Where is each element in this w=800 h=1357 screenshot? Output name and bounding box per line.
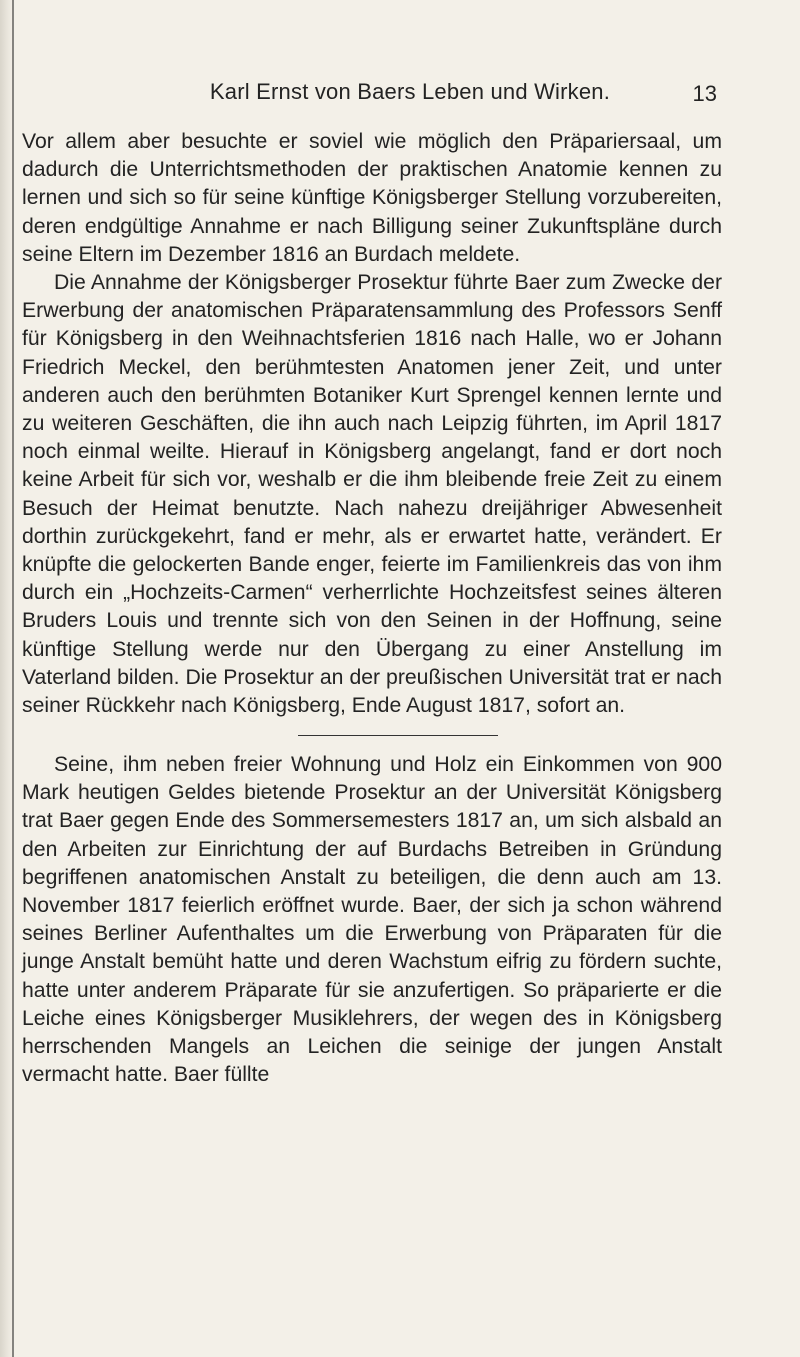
page-number: 13 [692, 81, 717, 106]
page-edge-line [12, 0, 14, 1357]
main-text-block [22, 128, 722, 720]
running-title: Karl Ernst von Baers Leben und Wirken. [209, 79, 611, 104]
paragraph-1: Vor allem aber besuchte er soviel wie möglich den Präpariersaal, um dadurch die Unterrichtsmethoden der praktischen Anatomie kennen zu lernen und sich so für seine künftige Königsberger Stellung vorzubereiten, deren endgültige Annahme er nach Billigung seiner Zukunftspläne durch seine Eltern im Dezember 1816 an Burdach meldete. [22, 130, 722, 266]
section-divider [298, 735, 498, 736]
paragraph-2: Die Annahme der Königsberger Prosektur führte Baer zum Zwecke der Erwerbung der anatomischen Präparatensammlung des Professors Senff für Königsberg in den Weihnachtsferien 1816 nach Halle, wo er Johann Friedrich Meckel, den berühmtesten Anatomen jener Zeit, und unter anderen auch den berühmten Botaniker Kurt Sprengel kennen lernte und zu weiteren Geschäften, die ihn auch nach Leipzig führten, im April 1817 noch einmal weilte. Hierauf in Königsberg angelangt, fand er dort noch keine Arbeit für sich vor, weshalb er die ihm bleibende freie Zeit zu einem Besuch der Heimat benutzte. Nach nahezu dreijähriger Abwesenheit dorthin zurückgekehrt, fand er mehr, als er erwartet hatte, verändert. Er knüpfte die gelockerten Bande enger, feierte im Familienkreis das von ihm durch ein „Hochzeits-Carmen“ verherrlichte Hochzeitsfest seines älteren Bruders Louis und trennte sich von den Seinen in der Hoffnung, seine künftige Stellung werde nur den Übergang zu einer Anstellung im Vaterland bilden. Die Prosektur an der preußischen Universität trat er nach seiner Rückkehr nach Königsberg, Ende August 1817, sofort an. [22, 271, 722, 718]
second-text-block [22, 751, 722, 1089]
paragraph-3: Seine, ihm neben freier Wohnung und Holz ein Einkommen von 900 Mark heutigen Geldes bietende Prosektur an der Universität Königsberg trat Baer gegen Ende des Sommersemesters 1817 an, um sich alsbald an den Arbeiten zur Einrichtung der auf Burdachs Betreiben in Gründung begriffenen anatomischen Anstalt zu beteiligen, die denn auch am 13. November 1817 feierlich eröffnet wurde. Baer, der sich ja schon während seines Berliner Aufenthaltes um die Erwerbung von Präparaten für die junge Anstalt bemüht hatte und deren Wachstum eifrig zu fördern suchte, hatte unter anderem Präparate für sie anzufertigen. So präparierte er die Leiche eines Königsberger Musiklehrers, der wegen des in Königsberg herrschenden Mangels an Leichen die seinige der jungen Anstalt vermacht hatte. Baer füllte [22, 753, 722, 1087]
